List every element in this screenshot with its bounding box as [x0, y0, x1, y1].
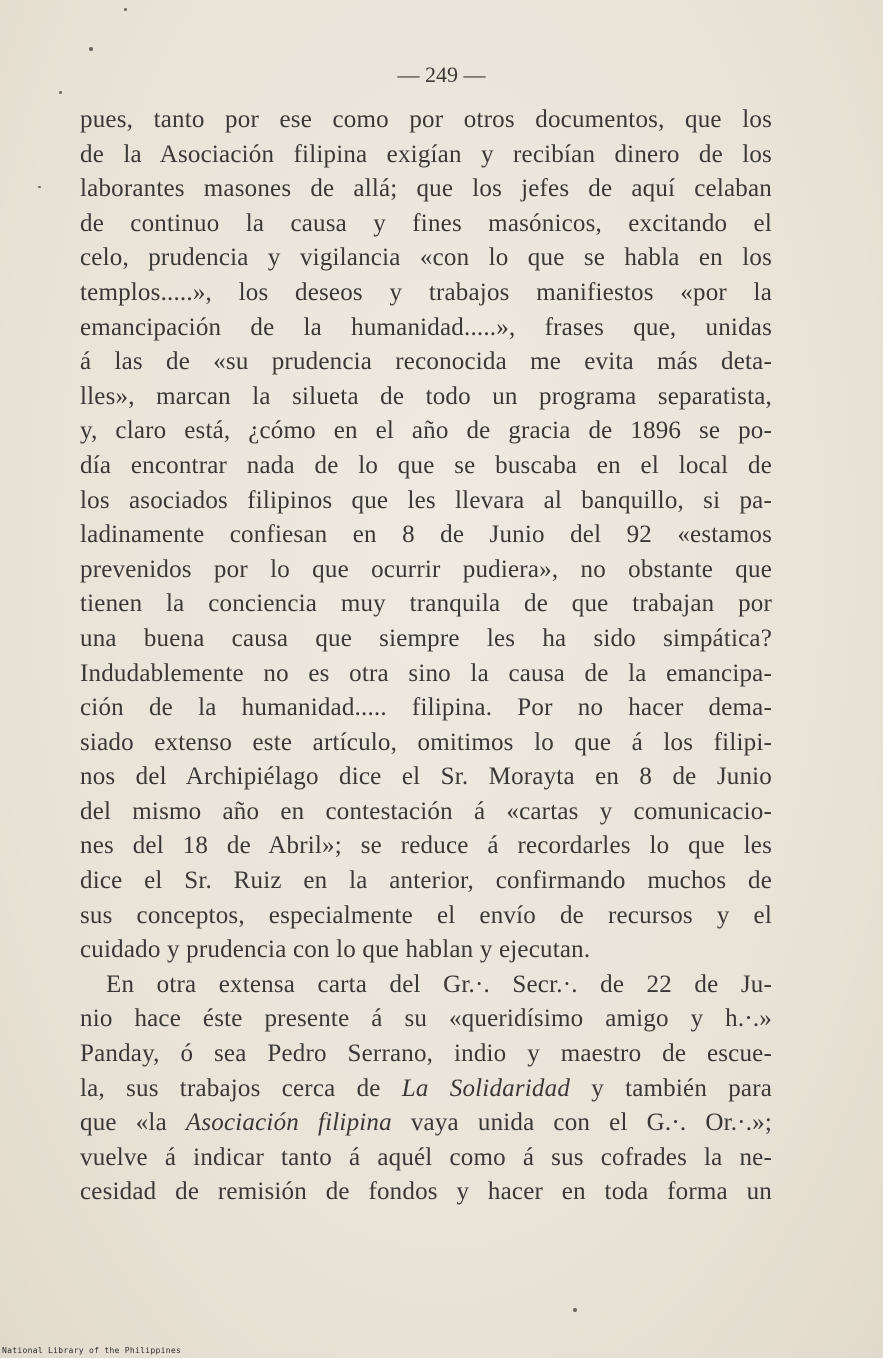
library-credit: National Library of the Philippines [2, 1346, 182, 1355]
text-line: tienen la conciencia muy tranquila de que trabajan por [80, 590, 772, 618]
text-line: de la Asociación filipina exigían y recibían dinero de los [80, 140, 772, 168]
text-line: Panday, ó sea Pedro Serrano, indio y maestro de escue- [80, 1040, 772, 1068]
text-line: á las de «su prudencia reconocida me evita más deta- [80, 348, 772, 376]
ink-speck [89, 47, 93, 51]
text-line: de continuo la causa y fines masónicos, excitando el [80, 209, 772, 237]
text-line: siado extenso este artículo, omitimos lo que á los filipi- [80, 728, 772, 756]
text-line: Indudablemente no es otra sino la causa de la emancipa- [80, 659, 772, 687]
text-line: y, claro está, ¿cómo en el año de gracia de 1896 se po- [80, 417, 772, 445]
italic-title: Asociación filipina [185, 1109, 392, 1137]
ink-speck [59, 91, 62, 94]
text-line: celo, prudencia y vigilancia «con lo que se habla en los [80, 244, 772, 272]
text-line: ladinamente confiesan en 8 de Junio del 92 «estamos [80, 521, 772, 549]
text-line: prevenidos por lo que ocurrir pudiera», no obstante que [80, 555, 772, 583]
text-line [80, 1072, 772, 1107]
text-line: una buena causa que siempre les ha sido simpática? [80, 624, 772, 652]
text-line: nos del Archipiélago dice el Sr. Morayta en 8 de Junio [80, 763, 772, 791]
text-line: laborantes masones de allá; que los jefes de aquí celaban [80, 175, 772, 203]
text-line: los asociados filipinos que les llevara al banquillo, si pa- [80, 486, 772, 514]
text-line: nes del 18 de Abril»; se reduce á recordarles lo que les [80, 832, 772, 860]
italic-title: La Solidaridad [401, 1074, 571, 1102]
text-line-part: vaya unida con el G.·. Or.·.»; [410, 1109, 772, 1137]
text-line: emancipación de la humanidad.....», frases que, unidas [80, 313, 772, 341]
text-line [80, 1106, 772, 1141]
text-line-part: la, sus trabajos cerca de [80, 1074, 381, 1102]
text-line: ción de la humanidad..... filipina. Por no hacer dema- [80, 694, 772, 722]
text-line: cesidad de remisión de fondos y hacer en toda forma un [80, 1178, 772, 1206]
body-text [80, 103, 772, 1210]
ink-speck [573, 1308, 577, 1312]
text-line: dice el Sr. Ruiz en la anterior, confirmando muchos de [80, 867, 772, 895]
text-line: En otra extensa carta del Gr.·. Secr.·. de 22 de Ju- [106, 970, 772, 998]
ink-speck [124, 8, 127, 11]
text-line: sus conceptos, especialmente el envío de recursos y el [80, 901, 772, 929]
text-line: cuidado y prudencia con lo que hablan y ejecutan. [80, 936, 591, 964]
text-line-part: y también para [591, 1074, 773, 1102]
page-number: — 249 — [397, 62, 486, 87]
text-line: vuelve á indicar tanto á aquél como á sus cofrades la ne- [80, 1143, 772, 1171]
text-line: pues, tanto por ese como por otros documentos, que los [80, 106, 772, 133]
text-line: lles», marcan la silueta de todo un programa separatista, [80, 382, 772, 410]
text-line-part: que «la [80, 1109, 167, 1137]
text-line: templos.....», los deseos y trabajos manifiestos «por la [80, 278, 772, 306]
ink-speck [38, 186, 41, 188]
text-line: nio hace éste presente á su «queridísimo amigo y h.·.» [80, 1005, 772, 1033]
text-line: del mismo año en contestación á «cartas y comunicacio- [80, 797, 772, 825]
text-line: día encontrar nada de lo que se buscaba en el local de [80, 451, 772, 479]
